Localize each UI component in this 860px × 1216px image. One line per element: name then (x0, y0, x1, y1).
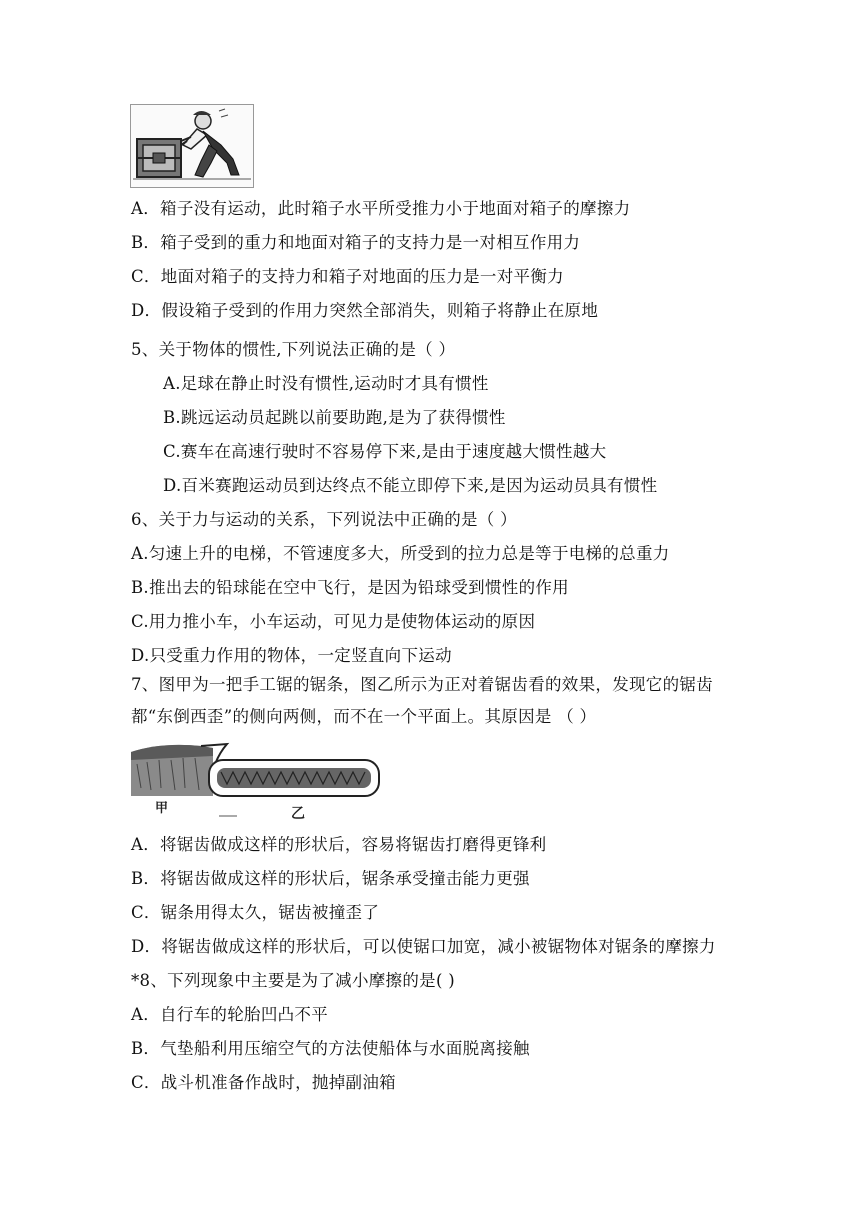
pushing-box-illustration (131, 105, 253, 187)
q7-stem-line2: 都“东倒西歪”的侧向两侧，而不在一个平面上。其原因是 （ ） (131, 707, 597, 726)
q4-option-b: B．箱子受到的重力和地面对箱子的支持力是一对相互作用力 (131, 233, 581, 252)
pushing-box-figure (130, 104, 254, 188)
q4-option-d: D．假设箱子受到的作用力突然全部消失，则箱子将静止在原地 (131, 301, 599, 320)
q5-stem: 5、关于物体的惯性,下列说法正确的是（ ） (131, 340, 456, 359)
q6-option-b: B.推出去的铅球能在空中飞行，是因为铅球受到惯性的作用 (131, 578, 569, 597)
q7-option-d: D．将锯齿做成这样的形状后，可以使锯口加宽，减小被锯物体对锯条的摩擦力 (131, 937, 716, 956)
q6-option-a: A.匀速上升的电梯，不管速度多大，所受到的拉力总是等于电梯的总重力 (131, 544, 670, 563)
q8-option-a: A．自行车的轮胎凹凸不平 (131, 1005, 329, 1024)
q8-stem: *8、下列现象中主要是为了减小摩擦的是( ) (131, 971, 455, 990)
q7-stem-line1: 7、图甲为一把手工锯的锯条，图乙所示为正对着锯齿看的效果，发现它的锯齿 (131, 675, 713, 694)
q8-option-c: C．战斗机准备作战时，抛掉副油箱 (131, 1073, 396, 1092)
saw-blade-figure (131, 738, 383, 822)
q4-option-c: C．地面对箱子的支持力和箱子对地面的压力是一对平衡力 (131, 267, 564, 286)
q6-option-c: C.用力推小车，小车运动，可见力是使物体运动的原因 (131, 612, 536, 631)
q8-option-b: B．气垫船利用压缩空气的方法使船体与水面脱离接触 (131, 1039, 530, 1058)
q5-option-a: A.足球在静止时没有惯性,运动时才具有惯性 (163, 374, 489, 393)
saw-blade-illustration (131, 738, 383, 822)
q5-option-c: C.赛车在高速行驶时不容易停下来,是由于速度越大惯性越大 (163, 442, 607, 461)
q5-option-b: B.跳远运动员起跳以前要助跑,是为了获得惯性 (163, 408, 506, 427)
figure-label-yi: 乙 (291, 806, 305, 822)
q7-option-c: C．锯条用得太久，锯齿被撞歪了 (131, 903, 380, 922)
q6-option-d: D.只受重力作用的物体，一定竖直向下运动 (131, 646, 452, 665)
q6-stem: 6、关于力与运动的关系，下列说法中正确的是（ ） (131, 510, 517, 529)
q4-option-a: A．箱子没有运动，此时箱子水平所受推力小于地面对箱子的摩擦力 (131, 199, 631, 218)
q7-option-b: B．将锯齿做成这样的形状后，锯条承受撞击能力更强 (131, 869, 530, 888)
q5-option-d: D.百米赛跑运动员到达终点不能立即停下来,是因为运动员具有惯性 (163, 476, 658, 495)
q7-option-a: A．将锯齿做成这样的形状后，容易将锯齿打磨得更锋利 (131, 835, 547, 854)
figure-label-jia: 甲 (155, 801, 169, 816)
